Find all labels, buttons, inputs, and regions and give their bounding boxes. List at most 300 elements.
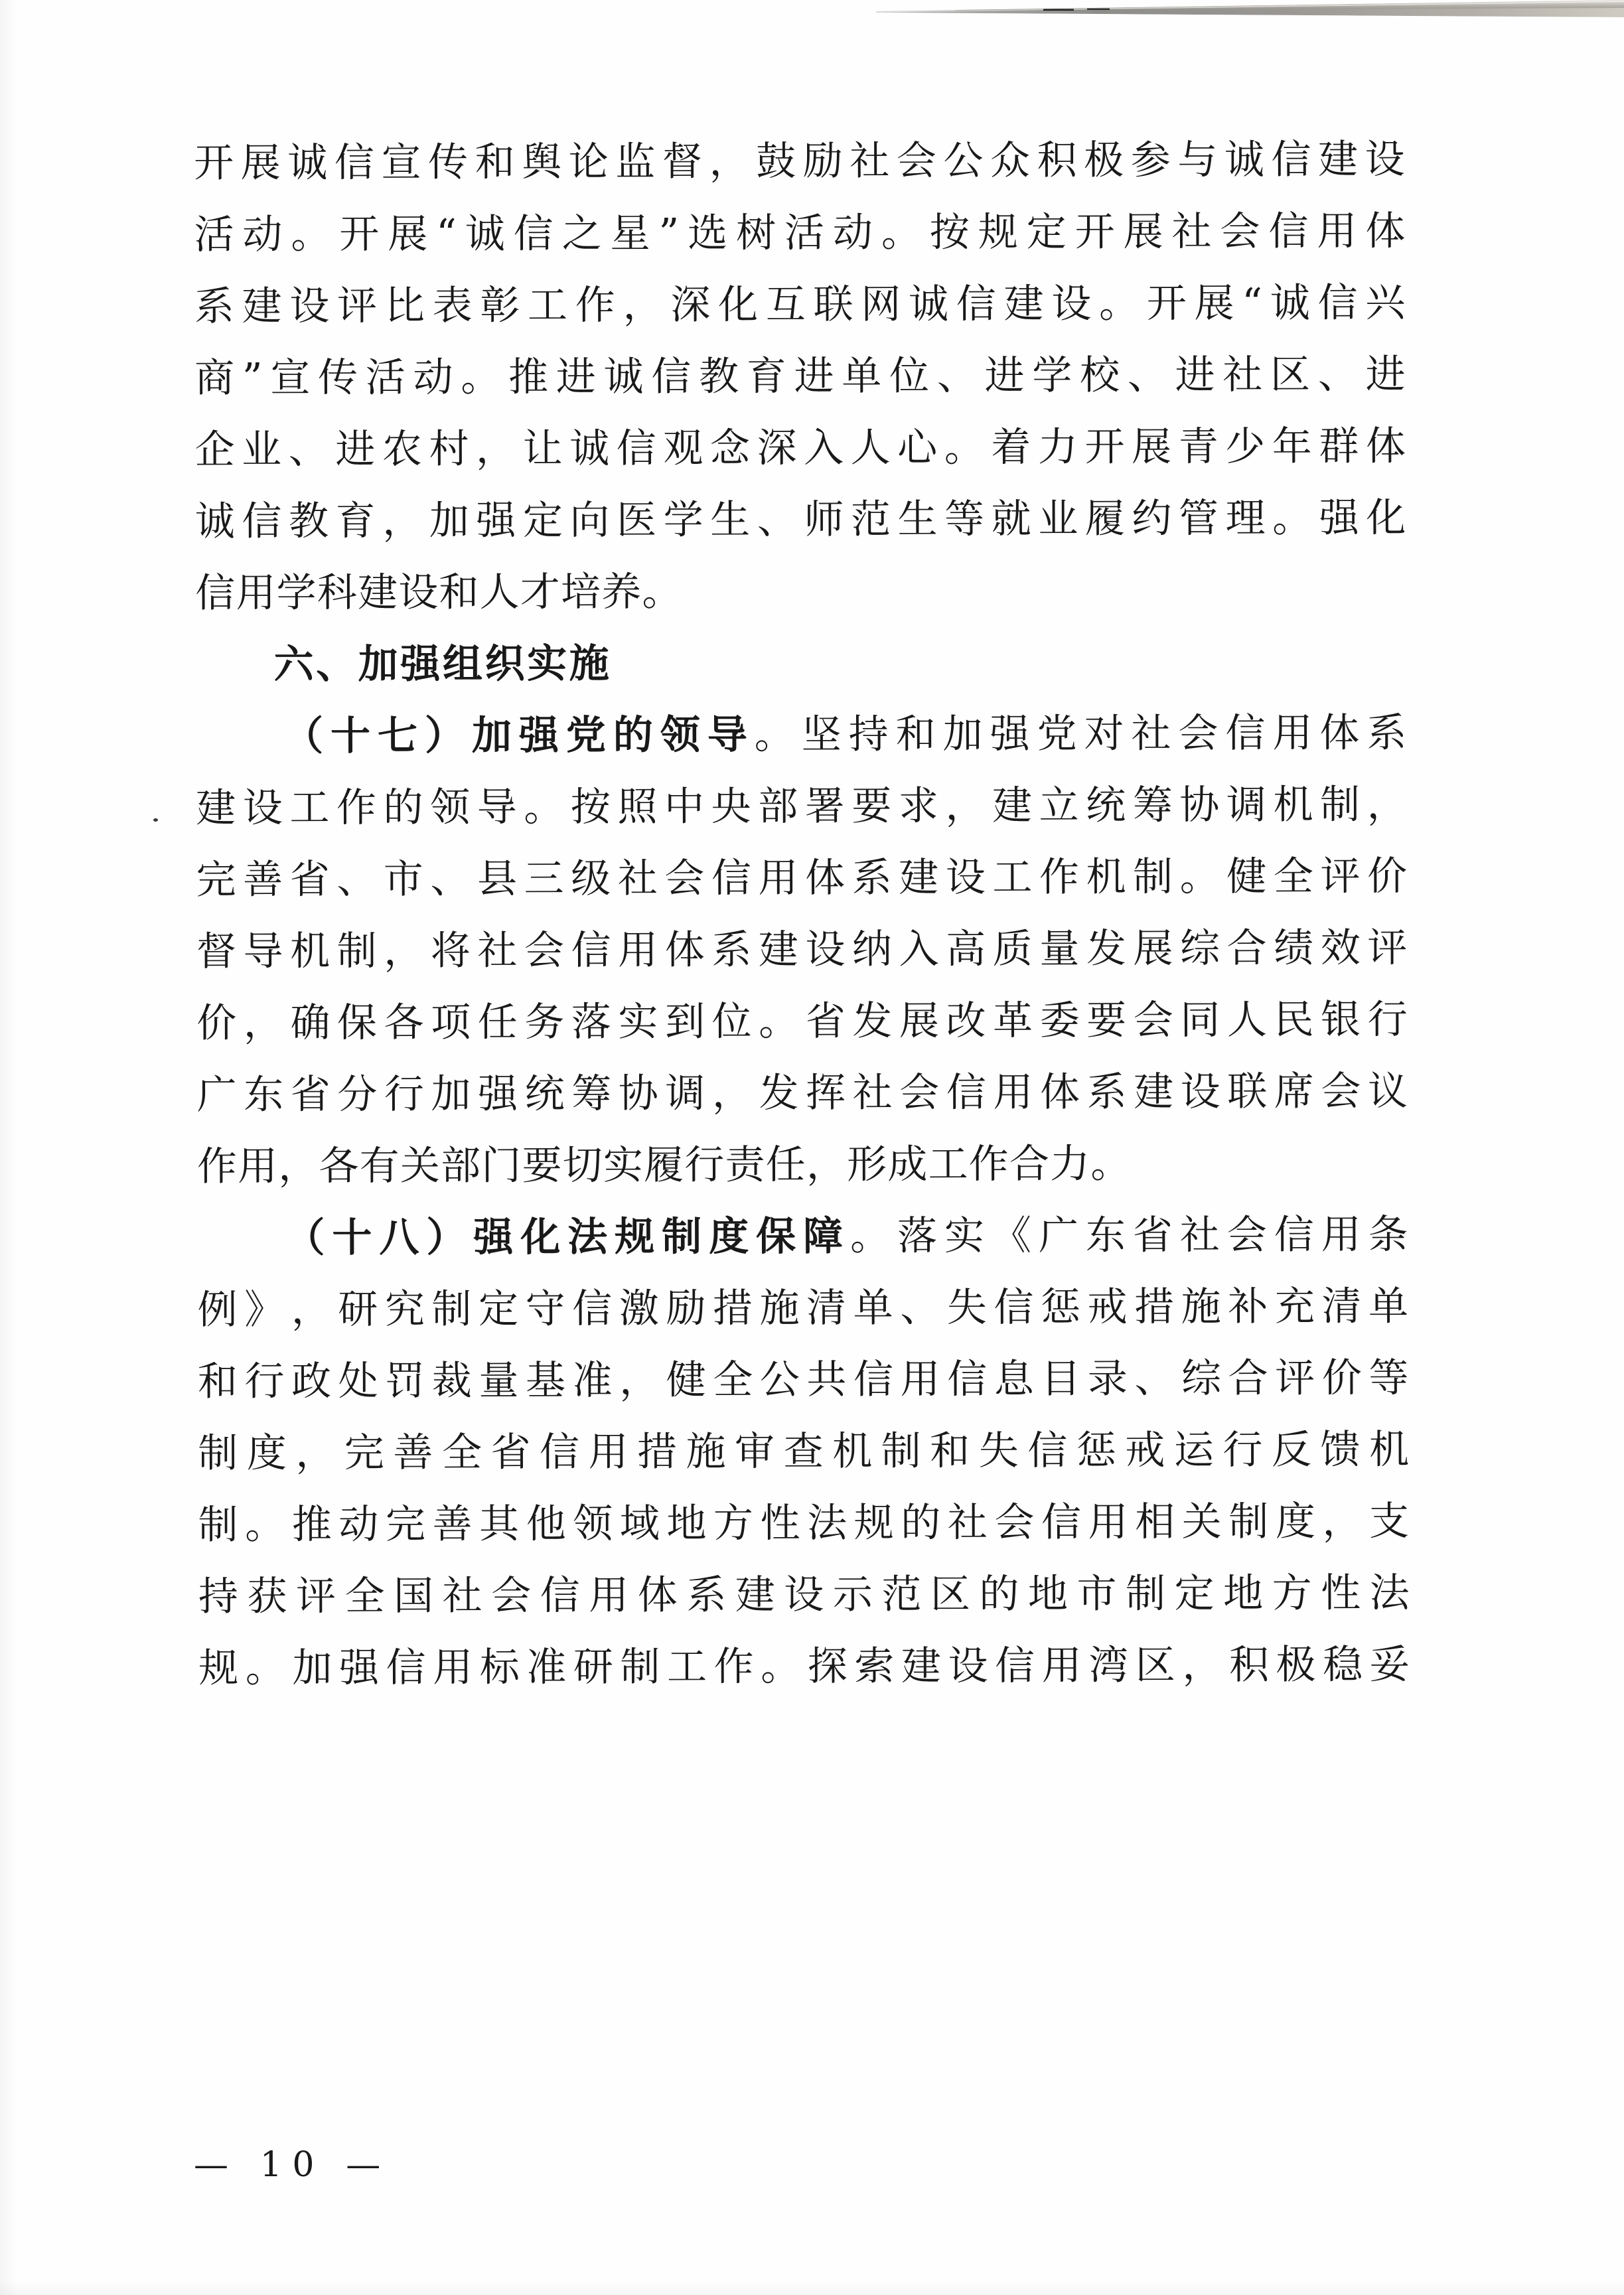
- text-char: 量: [479, 1357, 520, 1404]
- text-char: 用: [900, 1356, 941, 1403]
- text-line: [194, 410, 1406, 486]
- scan-edge-artifact-icon: [876, 0, 1624, 23]
- text-char: 法: [807, 1499, 848, 1547]
- text-char: 系: [1086, 1069, 1128, 1116]
- text-char: 银: [1320, 996, 1362, 1043]
- text-char: ，: [945, 782, 986, 830]
- emphasised-char: 十: [330, 713, 372, 760]
- text-char: 诚: [908, 281, 950, 328]
- text-char: 信: [1271, 136, 1312, 183]
- text-line: [194, 338, 1406, 414]
- text-char: 强: [338, 1645, 380, 1692]
- text-char: ”: [242, 354, 263, 402]
- text-char: 发: [852, 998, 893, 1045]
- text-char: 准: [526, 1644, 567, 1691]
- text-char: 推: [508, 354, 550, 401]
- text-char: 省: [289, 856, 331, 903]
- text-char: 社: [1179, 1212, 1221, 1259]
- text-char: 地: [666, 1500, 707, 1547]
- text-char: 进: [1175, 352, 1216, 399]
- text-char: 、: [288, 426, 329, 473]
- text-char: 分: [337, 1071, 378, 1118]
- text-char: 体: [804, 854, 846, 902]
- text-char: 兴: [1365, 279, 1406, 327]
- text-char: 评: [295, 1573, 337, 1620]
- text-char: 领: [430, 784, 471, 831]
- text-char: 之: [561, 210, 603, 258]
- text-char: 着: [991, 424, 1032, 471]
- text-char: 建: [242, 283, 283, 330]
- text-char: 建: [1003, 280, 1045, 328]
- text-char: 会: [899, 1069, 940, 1116]
- text-char: 强: [1319, 494, 1361, 542]
- text-char: 建: [901, 1643, 942, 1690]
- text-line: 信用学科建设和人才培养。: [195, 568, 683, 617]
- text-char: 反: [1271, 1426, 1313, 1473]
- text-char: 行: [1367, 996, 1408, 1043]
- text-char: 履: [1084, 495, 1126, 542]
- text-char: 公: [943, 137, 984, 185]
- text-char: 用: [588, 1428, 629, 1476]
- text-char: 设: [1180, 1069, 1222, 1116]
- text-char: 省: [490, 1429, 532, 1476]
- emphasised-char: （: [283, 713, 325, 760]
- text-char: ，: [243, 999, 285, 1047]
- text-char: 和: [475, 139, 516, 186]
- paragraph-first-line: [197, 1199, 1409, 1274]
- text-char: 建: [1134, 1069, 1175, 1116]
- text-char: 制: [1133, 853, 1174, 901]
- text-char: 、: [900, 1284, 941, 1331]
- text-char: 地: [1222, 1570, 1264, 1617]
- text-char: 支: [1368, 1498, 1410, 1545]
- text-char: 和: [197, 1358, 239, 1405]
- text-char: 。: [849, 1213, 891, 1260]
- text-char: 度: [1275, 1498, 1317, 1545]
- text-char: 署: [804, 782, 846, 830]
- text-char: 。: [1098, 280, 1140, 327]
- text-char: 社: [849, 137, 891, 185]
- text-char: 。: [944, 424, 986, 471]
- text-char: 活: [784, 210, 826, 257]
- text-char: 让: [522, 425, 563, 473]
- text-char: 研: [338, 1286, 379, 1333]
- text-char: 制: [198, 1430, 239, 1477]
- text-char: 馈: [1320, 1426, 1361, 1473]
- text-char: 性: [760, 1500, 801, 1547]
- text-char: 守: [525, 1286, 566, 1333]
- text-char: 对: [1084, 710, 1125, 757]
- text-char: 善: [393, 1429, 434, 1477]
- text-char: 。: [759, 998, 800, 1045]
- text-char: 省: [290, 1071, 332, 1118]
- text-char: 用: [1321, 1211, 1363, 1258]
- text-char: 效: [1320, 925, 1362, 972]
- text-char: 革: [992, 998, 1034, 1045]
- text-char: ”: [658, 210, 680, 257]
- text-char: 体: [1319, 709, 1361, 757]
- text-char: 将: [430, 927, 472, 974]
- text-char: 众: [990, 137, 1031, 185]
- text-line: [198, 1342, 1410, 1418]
- text-char: 念: [709, 425, 751, 472]
- text-char: 化: [1366, 494, 1407, 542]
- text-char: 他: [526, 1501, 567, 1548]
- text-char: 动: [832, 209, 874, 256]
- text-char: 挥: [805, 1069, 847, 1117]
- text-char: 信: [853, 1356, 895, 1403]
- text-char: 诚: [1270, 279, 1311, 327]
- text-line: [198, 1414, 1410, 1489]
- text-line: [197, 1270, 1409, 1346]
- text-char: 励: [802, 137, 844, 185]
- text-char: 项: [431, 999, 472, 1046]
- text-char: 求: [898, 782, 940, 830]
- text-char: 各: [384, 999, 425, 1047]
- text-char: 信: [1027, 1427, 1069, 1475]
- text-char: 国: [393, 1572, 435, 1620]
- text-char: 要: [851, 782, 893, 830]
- text-char: 措: [712, 1285, 754, 1332]
- text-char: 持: [198, 1573, 240, 1620]
- text-char: 村: [429, 425, 470, 473]
- text-char: 加: [942, 711, 984, 758]
- text-char: 合: [1228, 1355, 1269, 1402]
- text-char: 体: [1365, 423, 1407, 470]
- text-char: 完: [196, 856, 237, 903]
- text-char: 机: [1273, 781, 1314, 828]
- text-char: 理: [1225, 494, 1266, 542]
- text-char: 统: [1086, 782, 1127, 829]
- text-char: 。: [245, 1501, 286, 1548]
- text-char: 社: [617, 855, 659, 902]
- text-char: 人: [1226, 996, 1268, 1044]
- text-char: 、: [430, 855, 471, 903]
- text-char: 措: [636, 1428, 678, 1475]
- text-char: 督: [196, 928, 238, 975]
- text-char: 群: [1319, 423, 1360, 470]
- text-char: ，: [623, 281, 664, 329]
- text-char: 。: [461, 354, 502, 401]
- text-char: 价: [196, 999, 238, 1047]
- text-char: 诚: [287, 139, 329, 186]
- text-char: 绩: [1274, 925, 1315, 972]
- text-char: 施: [686, 1428, 727, 1475]
- text-char: 调: [1226, 781, 1268, 829]
- emphasised-char: 十: [332, 1215, 373, 1262]
- text-char: 按: [929, 209, 971, 256]
- text-char: 市: [1076, 1570, 1118, 1617]
- text-char: 进: [335, 426, 376, 473]
- scan-bottom-edge-shading: [0, 2280, 1624, 2295]
- text-line: [194, 195, 1406, 271]
- text-char: 地: [1027, 1570, 1069, 1618]
- text-char: 协: [1179, 782, 1220, 829]
- text-char: ，: [382, 497, 423, 545]
- text-char: “: [436, 210, 458, 258]
- text-char: 等: [1368, 1355, 1410, 1402]
- text-char: 生: [897, 496, 938, 543]
- text-char: 会: [994, 1499, 1035, 1546]
- text-char: 实: [618, 998, 659, 1045]
- text-char: 罚: [385, 1357, 426, 1405]
- text-char: 诚: [465, 210, 506, 258]
- emphasised-char: 障: [802, 1213, 844, 1260]
- text-char: 规: [853, 1499, 895, 1546]
- text-char: 调: [665, 1070, 706, 1117]
- text-char: 处: [338, 1358, 379, 1405]
- text-char: 监: [615, 138, 656, 186]
- text-char: 落: [571, 999, 613, 1046]
- text-char: 信: [1274, 1211, 1315, 1258]
- emphasised-char: 党: [565, 712, 607, 759]
- text-char: 师: [804, 496, 845, 544]
- text-char: 用: [758, 855, 799, 902]
- text-char: 方: [713, 1500, 755, 1547]
- text-char: 省: [805, 998, 847, 1045]
- text-char: 学: [663, 496, 704, 544]
- text-char: 制: [336, 928, 378, 975]
- text-char: 行: [384, 1071, 425, 1118]
- text-char: 的: [901, 1499, 942, 1546]
- text-char: 系: [1366, 709, 1408, 757]
- text-char: 价: [1321, 1355, 1363, 1402]
- text-char: 部: [758, 783, 799, 830]
- text-char: 照: [617, 783, 658, 830]
- text-char: 作: [575, 282, 617, 329]
- text-char: 展: [1131, 423, 1173, 471]
- text-char: 定: [478, 1286, 520, 1333]
- text-char: 立: [1039, 782, 1080, 830]
- text-char: 、: [757, 496, 798, 544]
- text-char: 纳: [851, 926, 893, 973]
- text-char: 积: [1037, 137, 1078, 185]
- text-char: 建: [196, 784, 237, 832]
- text-char: 展: [1123, 208, 1164, 256]
- text-char: 。: [761, 1643, 802, 1690]
- text-char: 作: [336, 784, 378, 832]
- text-char: 动: [338, 1501, 380, 1548]
- text-char: 信: [956, 281, 997, 328]
- text-char: 会: [491, 1572, 532, 1619]
- text-char: 教: [698, 353, 740, 400]
- text-char: 强: [477, 1071, 519, 1118]
- text-char: 与: [1177, 137, 1218, 184]
- text-char: 传: [427, 139, 469, 186]
- text-char: 发: [1086, 925, 1128, 972]
- page-number: — 10 —: [194, 2145, 391, 2185]
- text-char: 机: [1086, 853, 1127, 901]
- text-char: 会: [1226, 1211, 1268, 1259]
- text-char: 失: [946, 1284, 988, 1331]
- text-char: 清: [806, 1284, 848, 1332]
- text-char: 设: [1051, 280, 1092, 327]
- text-char: 筹: [1132, 782, 1174, 829]
- text-char: 省: [1132, 1212, 1174, 1259]
- text-char: 积: [1228, 1641, 1270, 1689]
- text-char: 全: [441, 1429, 483, 1476]
- text-char: 民: [1274, 996, 1315, 1043]
- text-char: 关: [1181, 1499, 1223, 1546]
- text-char: 就: [991, 496, 1033, 543]
- text-char: 工: [992, 854, 1033, 901]
- text-char: ，: [475, 425, 517, 473]
- text-char: 措: [1134, 1284, 1175, 1331]
- text-char: 校: [1079, 352, 1121, 399]
- emphasised-char: 领: [660, 711, 701, 759]
- text-char: 选: [688, 210, 729, 257]
- text-char: ，: [295, 1430, 336, 1477]
- text-char: 开: [1074, 208, 1116, 256]
- text-char: 建: [735, 1572, 776, 1619]
- text-char: 体: [1039, 1069, 1081, 1116]
- text-char: 星: [610, 210, 651, 258]
- emphasised-char: 化: [520, 1214, 561, 1261]
- text-char: 诚: [603, 353, 644, 401]
- text-char: 确: [290, 999, 331, 1047]
- text-char: 会: [1133, 997, 1175, 1044]
- text-char: 加: [292, 1645, 333, 1692]
- text-char: 保: [336, 999, 378, 1047]
- text-char: 制: [620, 1643, 661, 1690]
- text-char: 体: [637, 1572, 679, 1619]
- text-char: 建: [1317, 136, 1359, 183]
- text-char: 审: [735, 1428, 776, 1475]
- text-char: 施: [1181, 1284, 1222, 1331]
- text-char: 传: [317, 354, 359, 402]
- text-char: 业: [241, 426, 283, 473]
- text-char: 展: [899, 998, 940, 1045]
- text-char: 法: [1369, 1570, 1411, 1617]
- text-char: 完: [385, 1501, 427, 1548]
- text-char: 比: [384, 282, 426, 330]
- text-char: 单: [1368, 1283, 1410, 1330]
- text-line: [194, 123, 1406, 199]
- text-char: 机: [289, 928, 331, 975]
- text-char: 展: [388, 210, 429, 258]
- text-char: 学: [1032, 352, 1073, 400]
- text-char: 合: [1226, 925, 1268, 972]
- text-char: 量: [1039, 925, 1080, 973]
- emphasised-char: 规: [615, 1213, 656, 1261]
- text-char: 究: [384, 1286, 426, 1333]
- text-char: 。: [1179, 853, 1221, 901]
- text-char: 等: [944, 496, 986, 543]
- text-char: 位: [889, 352, 930, 400]
- text-char: 系: [194, 283, 236, 330]
- text-char: 信: [539, 1429, 581, 1476]
- text-char: 系: [686, 1572, 727, 1619]
- text-char: 体: [664, 926, 705, 974]
- text-char: 设: [945, 854, 987, 901]
- text-char: 励: [666, 1285, 707, 1332]
- text-char: 机: [1368, 1426, 1410, 1473]
- text-char: 设: [784, 1572, 825, 1619]
- text-char: 导: [243, 928, 284, 975]
- text-line: [198, 1485, 1410, 1561]
- text-char: 生: [710, 496, 751, 544]
- text-char: 党: [1037, 710, 1078, 758]
- document-body-text: [194, 123, 1410, 1704]
- text-char: 坚: [801, 711, 843, 759]
- text-char: 标: [479, 1644, 521, 1691]
- text-char: 运: [1173, 1427, 1215, 1474]
- text-char: 会: [664, 855, 705, 902]
- text-char: 共: [806, 1356, 848, 1404]
- text-char: 例: [197, 1286, 238, 1333]
- emphasised-char: （: [285, 1215, 326, 1262]
- text-char: 评: [1320, 853, 1361, 900]
- text-char: 宣: [270, 354, 311, 402]
- text-char: 统: [524, 1071, 565, 1118]
- text-char: 动: [413, 354, 454, 401]
- text-char: 论: [568, 139, 610, 186]
- text-char: 青: [1178, 423, 1219, 471]
- text-char: 查: [783, 1428, 824, 1475]
- text-char: 用: [993, 1069, 1034, 1116]
- text-char: 会: [1220, 208, 1261, 256]
- text-char: 信: [1041, 1499, 1082, 1546]
- text-char: 社: [1171, 208, 1213, 256]
- text-char: 宣: [381, 139, 422, 186]
- text-char: 用: [1041, 1642, 1083, 1689]
- text-char: 的: [979, 1571, 1020, 1618]
- text-char: 。: [754, 711, 796, 759]
- text-char: 《: [991, 1213, 1033, 1260]
- emphasised-char: 强: [518, 712, 560, 759]
- text-char: 设: [1365, 136, 1406, 183]
- text-char: 东: [1085, 1212, 1127, 1259]
- text-char: 信: [995, 1643, 1036, 1690]
- text-char: 会: [524, 927, 565, 974]
- text-char: 综: [1181, 1355, 1222, 1402]
- text-char: ，: [1322, 1498, 1363, 1545]
- text-char: 会: [896, 137, 938, 185]
- text-char: 。: [881, 209, 923, 256]
- text-char: 信: [616, 425, 658, 473]
- text-char: 推: [291, 1501, 333, 1548]
- text-line: [196, 1055, 1408, 1131]
- text-char: 用: [433, 1644, 474, 1691]
- text-char: 舆: [522, 139, 563, 186]
- text-char: 政: [291, 1358, 332, 1405]
- scan-left-edge-shading: [0, 0, 17, 2295]
- text-char: ，: [384, 927, 425, 975]
- text-char: 清: [1321, 1283, 1363, 1330]
- text-char: 位: [711, 998, 753, 1045]
- text-char: 强: [476, 497, 517, 544]
- text-char: 议: [1367, 1068, 1409, 1115]
- text-char: 教: [288, 498, 330, 545]
- text-char: 的: [383, 784, 424, 832]
- text-char: 工: [289, 784, 331, 832]
- text-char: 进: [984, 352, 1025, 400]
- section-heading: 六、加强组织实施: [273, 640, 612, 688]
- text-char: 信: [1225, 709, 1266, 757]
- text-char: 区: [930, 1571, 972, 1618]
- text-char: 行: [1222, 1426, 1264, 1474]
- text-char: 信: [386, 1644, 427, 1692]
- text-char: 其: [479, 1501, 520, 1548]
- text-char: 完: [344, 1430, 386, 1477]
- emphasised-char: 导: [707, 711, 749, 759]
- text-char: 表: [432, 282, 473, 329]
- text-char: 公: [759, 1357, 801, 1404]
- text-char: 市: [383, 855, 425, 903]
- text-char: 行: [244, 1358, 285, 1405]
- text-char: 彰: [480, 282, 521, 329]
- text-char: 评: [336, 283, 378, 330]
